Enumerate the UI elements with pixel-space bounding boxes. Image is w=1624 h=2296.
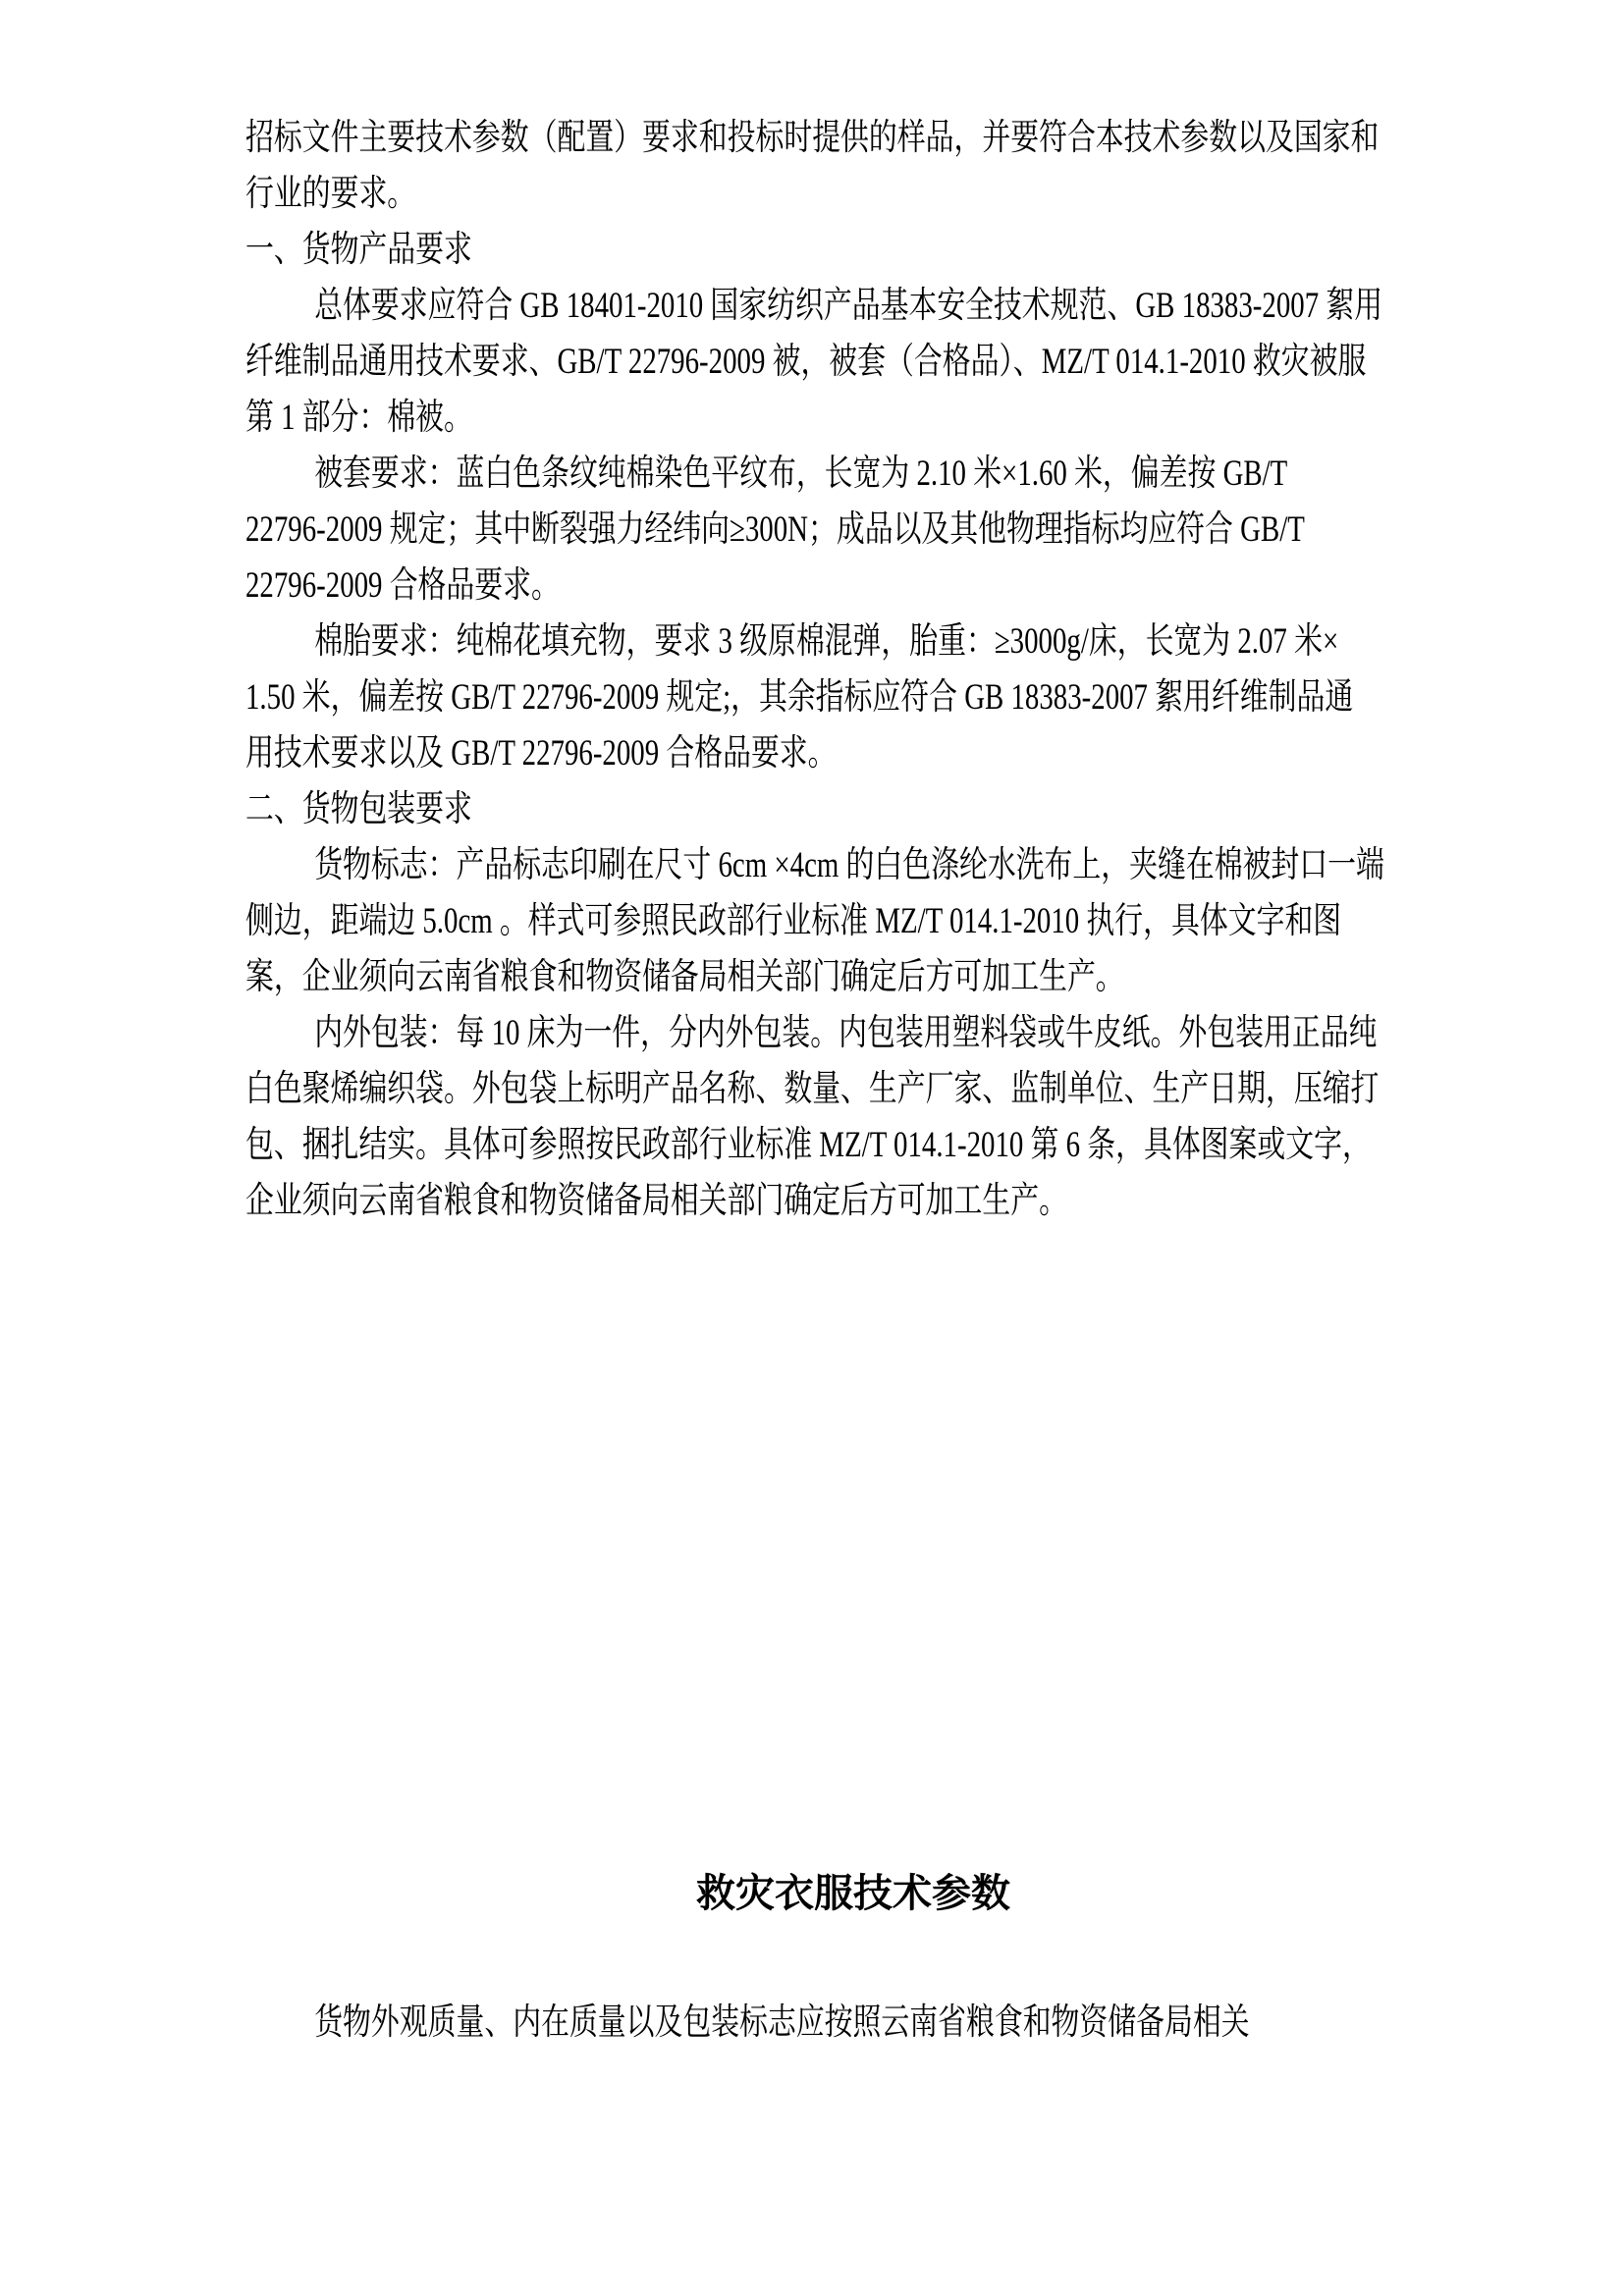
page-body-text <box>245 110 1394 1229</box>
text-line: 棉胎要求：纯棉花填充物，要求 3 级原棉混弹，胎重：≥3000g/床，长宽为 2.07 米× <box>314 621 1339 662</box>
page-title: 救灾衣服技术参数 <box>696 1871 1010 1915</box>
text-line: 用技术要求以及 GB/T 22796-2009 合格品要求。 <box>245 733 837 774</box>
section-2-heading-line: 二、货物包装要求 <box>245 789 472 829</box>
section-1-heading-line: 一、货物产品要求 <box>245 230 472 270</box>
text-line: 内外包装：每 10 床为一件，分内外包装。内包装用塑料袋或牛皮纸。外包装用正品纯 <box>314 1013 1378 1053</box>
text-line: 货物外观质量、内在质量以及包装标志应按照云南省粮食和物资储备局相关 <box>314 2002 1250 2043</box>
text-line: 侧边，距端边 5.0cm 。样式可参照民政部行业标准 MZ/T 014.1-2010 执行，具体文字和图 <box>245 901 1342 941</box>
text-line: 被套要求：蓝白色条纹纯棉染色平纹布，长宽为 2.10 米×1.60 米，偏差按 GB/T <box>314 454 1288 494</box>
text-line: 企业须向云南省粮食和物资储备局相关部门确定后方可加工生产。 <box>245 1181 1067 1221</box>
text-line: 招标文件主要技术参数（配置）要求和投标时提供的样品，并要符合本技术参数以及国家和 <box>245 118 1380 158</box>
text-line: 22796-2009 规定；其中断裂强力经纬向≥300N；成品以及其他物理指标均应符合 GB/T <box>245 509 1305 550</box>
text-line: 纤维制品通用技术要求、GB/T 22796-2009 被，被套（合格品）、MZ/T 014.1-2010 救灾被服 <box>245 342 1367 382</box>
text-line: 总体要求应符合 GB 18401-2010 国家纺织产品基本安全技术规范、GB 18383-2007 絮用 <box>314 286 1383 326</box>
text-line: 22796-2009 合格品要求。 <box>245 565 560 606</box>
text-line: 案，企业须向云南省粮食和物资储备局相关部门确定后方可加工生产。 <box>245 957 1124 997</box>
text-line: 白色聚烯编织袋。外包袋上标明产品名称、数量、生产厂家、监制单位、生产日期，压缩打 <box>245 1069 1380 1109</box>
text-line: 行业的要求。 <box>245 174 416 214</box>
text-line: 包、捆扎结实。具体可参照按民政部行业标准 MZ/T 014.1-2010 第 6 条，具体图案或文字， <box>245 1125 1371 1165</box>
closing-paragraph <box>245 1995 1394 2051</box>
text-line: 1.50 米，偏差按 GB/T 22796-2009 规定;，其余指标应符合 GB 18383-2007 絮用纤维制品通 <box>245 677 1354 718</box>
text-line: 货物标志：产品标志印刷在尺寸 6cm ×4cm 的白色涤纶水洗布上，夹缝在棉被封口一端 <box>314 845 1384 885</box>
text-line: 第 1 部分：棉被。 <box>245 398 472 438</box>
